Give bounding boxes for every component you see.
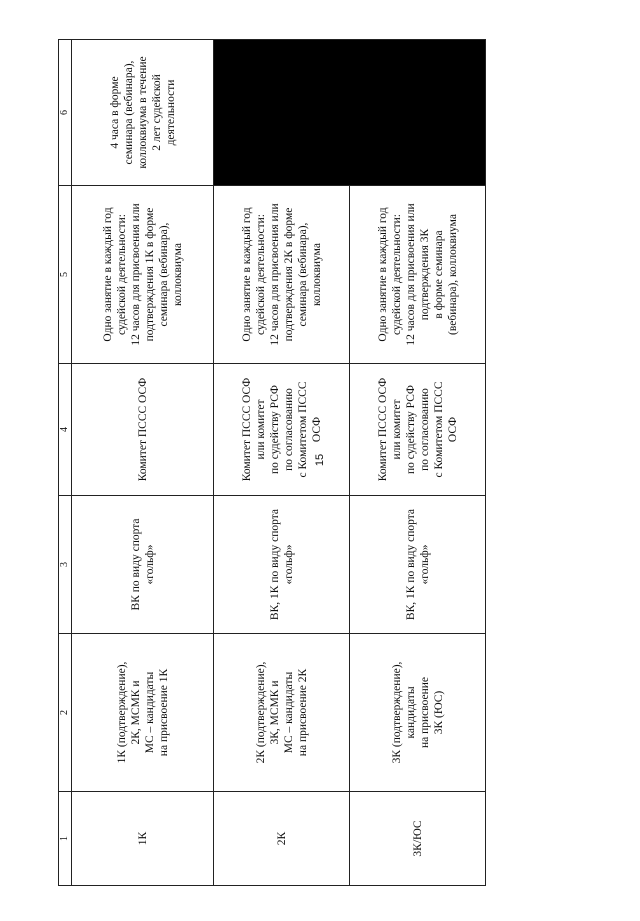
training-cell	[72, 186, 214, 364]
organizer-cell	[350, 364, 486, 496]
header-cell-6: 6	[59, 40, 72, 186]
table-wrapper	[58, 40, 484, 886]
cell-text: Комитет ПССС ОСФ или комитет по судейству РСФ по согласованию с Комитетом ПССС ОСФ	[240, 377, 323, 482]
training-cell	[214, 186, 350, 364]
cell-text: Комитет ПССС ОСФ или комитет по судейству РСФ по согласованию с Комитетом ПССС ОСФ	[376, 377, 459, 482]
cell-text: 1К	[136, 831, 149, 846]
page-number: 15	[314, 453, 326, 467]
table-row	[72, 40, 214, 886]
sport-cell	[350, 496, 486, 634]
cell-text: 4 часа в форме семинара (вебинара), коллоквиума в течение 2 лет судейской деятельности	[108, 56, 177, 169]
cell-text: Одно занятие в каждый год судейской деятельности: 12 часов для присвоения или подтверждения 2К в форме семинара (вебинара), коллоквиума	[240, 203, 323, 346]
training-cell	[350, 186, 486, 364]
qualification-table	[58, 39, 486, 886]
table-header-row	[59, 40, 72, 886]
redacted-cell	[214, 40, 486, 186]
cell-text: 2К	[275, 831, 288, 846]
category-cell	[214, 792, 350, 886]
qualification-cell	[72, 634, 214, 792]
sport-cell	[214, 496, 350, 634]
header-cell-3: 3	[59, 496, 72, 634]
cell-text: Одно занятие в каждый год судейской деятельности: 12 часов для присвоения или подтверждения 3К в форме семинара (вебинара), коллоквиума	[376, 203, 459, 346]
cell-text: ВК, 1К по виду спорта «гольф»	[404, 508, 431, 621]
organizer-cell	[72, 364, 214, 496]
header-cell-2: 2	[59, 634, 72, 792]
cell-text: Комитет ПССС ОСФ	[136, 377, 149, 482]
extra-cell	[72, 40, 214, 186]
header-cell-5: 5	[59, 186, 72, 364]
cell-text: ВК по виду спорта «гольф»	[129, 518, 156, 611]
table-row	[214, 40, 350, 886]
cell-text: 2К (подтверждение), 3К, МСМК и МС – кандидаты на присвоение 2К	[254, 661, 309, 764]
category-cell	[72, 792, 214, 886]
cell-text: Одно занятие в каждый год судейской деятельности: 12 часов для присвоения или подтверждения 1К в форме семинара (вебинара), коллоквиума	[101, 203, 184, 346]
organizer-cell	[214, 364, 350, 496]
sport-cell	[72, 496, 214, 634]
header-cell-4: 4	[59, 364, 72, 496]
cell-text: 1К (подтверждение), 2К, МСМК и МС – кандидаты на присвоение 1К	[115, 661, 170, 764]
cell-text: 3К (подтверждение), кандидаты на присвоение 3К (ЮС)	[390, 661, 445, 764]
cell-text: 3К/ЮС	[411, 820, 424, 857]
rotated-table-container	[58, 40, 484, 886]
cell-text: ВК, 1К по виду спорта «гольф»	[268, 508, 295, 621]
category-cell	[350, 792, 486, 886]
qualification-cell	[350, 634, 486, 792]
header-cell-1: 1	[59, 792, 72, 886]
qualification-cell	[214, 634, 350, 792]
